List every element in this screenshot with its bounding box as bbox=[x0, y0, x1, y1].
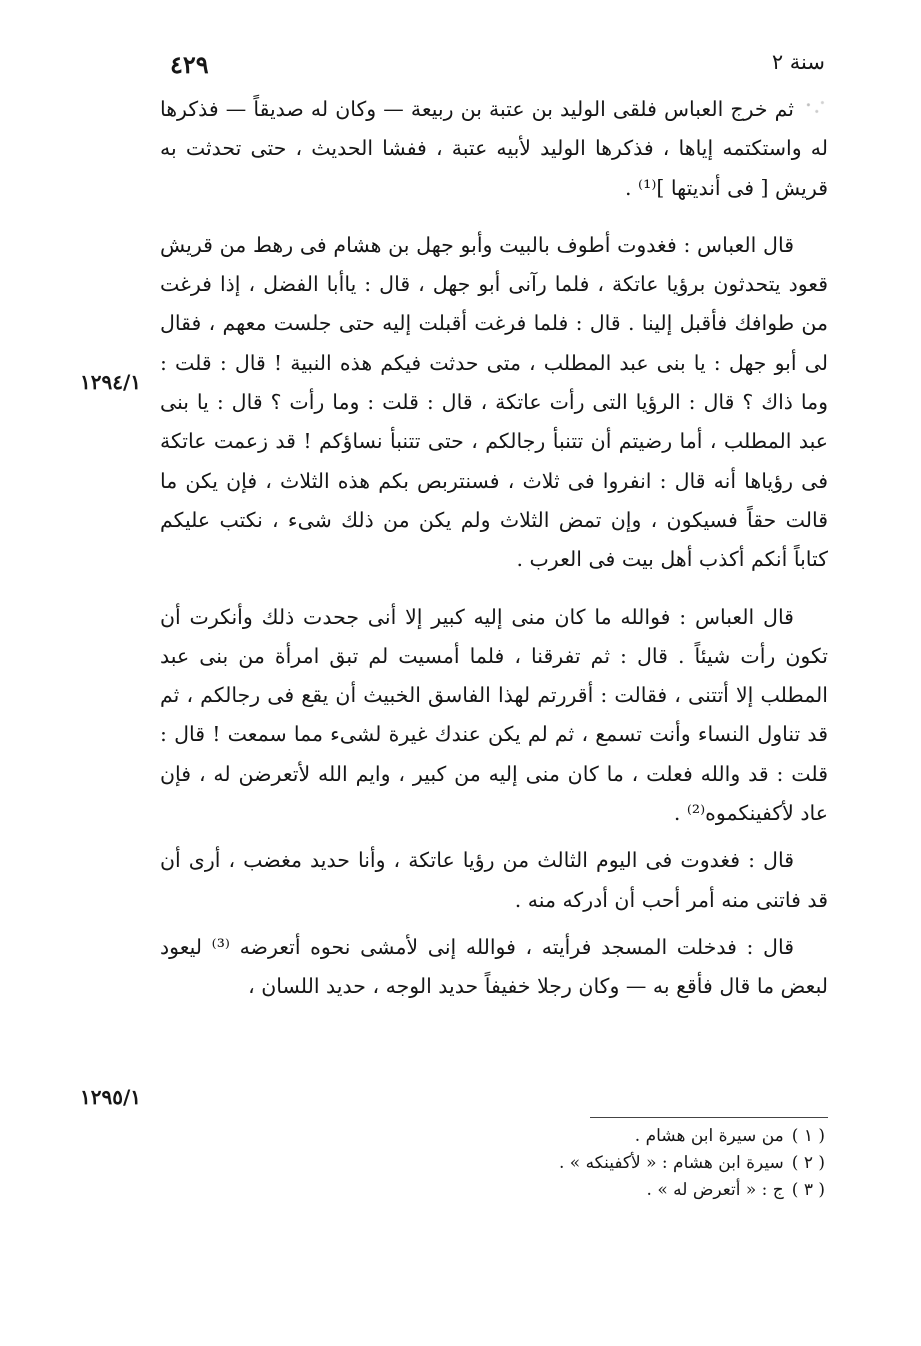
margin-reference: ١٢٩٥/١ bbox=[80, 1085, 142, 1109]
footnote bbox=[300, 1177, 825, 1204]
main-text bbox=[160, 90, 828, 1007]
footnotes bbox=[300, 1123, 825, 1204]
footnote-text: ج : « أتعرض له » . bbox=[646, 1180, 784, 1200]
margin-reference: ١٢٩٤/١ bbox=[80, 370, 142, 394]
paragraph: قال العباس : فوالله ما كان منى إليه كبير إلا أنى جحدت ذلك وأنكرت أن تكون رأت شيئاً . قال : ثم تفرقنا ، فلما أمسيت لم تبق امرأة من بنى عبد المطلب إلا أتتنى ، فقالت : أقررتم لهذا الفاسق الخبيث أن يقع فى رجالكم ، ثم قد تناول النساء وأنت تسمع ، ثم لم يكن عندك غيرة لشىء مما سمعت ! قال : قلت : قد والله فعلت ، ما كان منى إليه من كبير ، وايم الله لأتعرضن له ، فإن عاد لأكفينكموه⁽²⁾ . bbox=[160, 604, 828, 826]
footnote-text: سيرة ابن هشام : « لأكفينكه » . bbox=[558, 1153, 784, 1173]
paragraph: قال : فغدوت فى اليوم الثالث من رؤيا عاتكة ، وأنا حديد مغضب ، أرى أن قد فاتنى منه أمر أحب أن أدركه منه . bbox=[160, 848, 828, 912]
running-head: سنة ٢ bbox=[771, 50, 825, 74]
footnote bbox=[300, 1123, 825, 1150]
footnote-rule bbox=[590, 1117, 828, 1118]
paragraph: قال العباس : فغدوت أطوف بالبيت وأبو جهل بن هشام فى رهط من قريش قعود يتحدثون برؤيا عاتكة ، فلما رآنى أبو جهل ، قال : ياأبا الفضل ، إذا فرغت من طوافك فأقبل إلينا . قال : فلما فرغت أقبلت إليه حتى جلست معهم ، فقال لى أبو جهل : يا بنى عبد المطلب ، متى حدثت فيكم هذه النبية ! قال : قلت : وما ذاك ؟ قال : الرؤيا التى رأت عاتكة ، قال : قلت : وما رأت ؟ قال : يا بنى عبد المطلب ، أما رضيتم أن تتنبأ رجالكم ، حتى تتنبأ نساؤكم ! قد زعمت عاتكة فى رؤياها أنه قال : انفروا فى ثلاث ، فسنتربص بكم هذه الثلاث ، فإن يكن ما قالت حقاً فسيكون ، وإن تمض الثلاث ولم يكن من ذلك شىء ، نكتب عليكم كتاباً أنكم أكذب أهل بيت فى العرب . bbox=[160, 232, 828, 572]
footnote-number: ( ١ ) bbox=[791, 1126, 825, 1146]
paragraph: قال : فدخلت المسجد فرأيته ، فوالله إنى لأمشى نحوه أتعرضه ⁽³⁾ ليعود لبعض ما قال فأقع به — وكان رجلا خفيفاً حديد الوجه ، حديد اللسان ، bbox=[160, 934, 828, 999]
footnote bbox=[300, 1150, 825, 1177]
footnote-number: ( ٢ ) bbox=[791, 1153, 825, 1173]
footnote-text: من سيرة ابن هشام . bbox=[634, 1126, 784, 1146]
page-number: ٤٢٩ bbox=[170, 50, 209, 79]
paragraph: ثم خرج العباس فلقى الوليد بن عتبة بن ربيعة — وكان له صديقاً — فذكرها له واستكتمه إياها ، فذكرها الوليد لأبيه عتبة ، ففشا الحديث ، حتى تحدثت به قريش [ فى أنديتها ]⁽¹⁾ . bbox=[160, 97, 828, 200]
page-header bbox=[160, 45, 825, 85]
footnote-number: ( ٣ ) bbox=[791, 1180, 825, 1200]
